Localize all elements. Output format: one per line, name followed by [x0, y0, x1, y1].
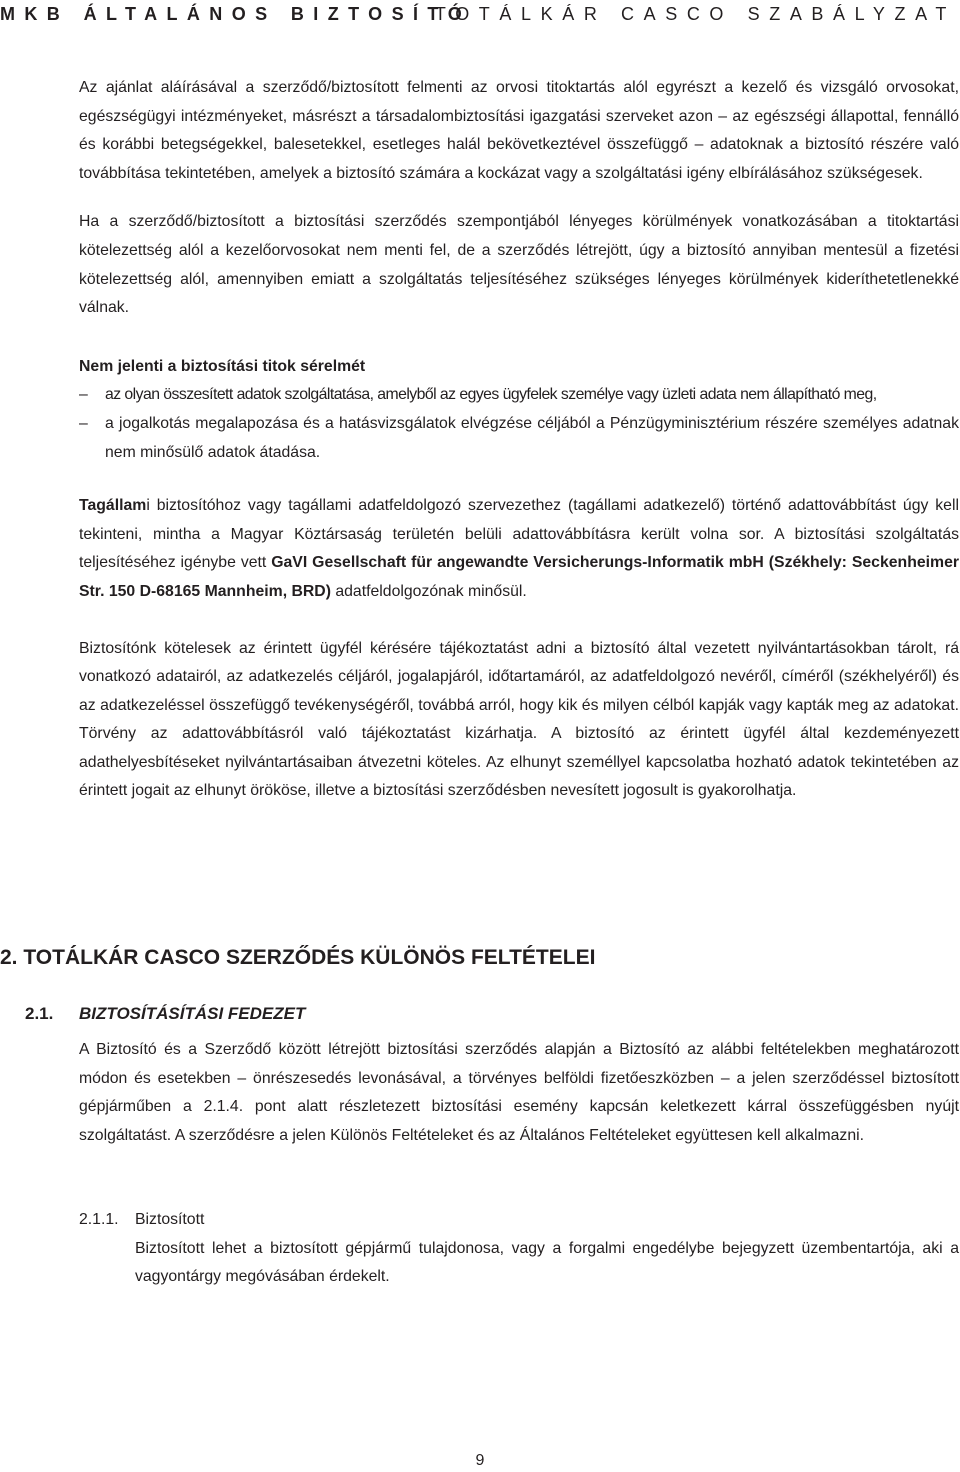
not-secret-heading: Nem jelenti a biztosítási titok sérelmét: [79, 357, 366, 375]
main-content: [79, 74, 959, 806]
member-state-term: Tagállam: [79, 497, 147, 515]
paragraph-client-information: Biztosítónk kötelesek az érintett ügyfél kérésére tájékoztatást adni a biztosító által vezetett nyilvántartásokban tárolt, rá vonatkozó adatairól, az adatkezelés céljáról, jogalapjáról, időtartamáról, az adatfeldolgozó nevéről, címéről (székhelyéről) és az adatkezeléssel összefüggő tevékenységéről, továbbá arról, hogy kik és milyen célból kapják vagy kapták meg az adatokat. Törvény az adattovábbításról való tájékoztatást kizárhatja. A biztosító az érintett ügyfél által kezdeményezett adathelyesbítéseket nyilvántartásaiban átvezetni köteles. Az elhunyt személlyel kapcsolatba hozható adatok tekintetében az érintett jogait az elhunyt örököse, illetve a biztosítási szerződésben nevesített jogosult is gyakorolhatja.: [79, 639, 959, 800]
list-item: – a jogalkotás megalapozása és a hatásvizsgálatok elvégzése céljából a Pénzügyminisztérium részére személyes adatnak nem minősülő adatok átadása.: [79, 414, 959, 461]
header-publisher: MKB ÁLTALÁNOS BIZTOSÍTÓ: [0, 3, 472, 24]
processor-company: GaVI Gesellschaft für angewandte Versicherungs-Informatik mbH (Székhely: Seckenheimer Str. 150 D-68165 Mannheim, BRD): [79, 554, 959, 600]
section-title: 2. TOTÁLKÁR CASCO SZERZŐDÉS KÜLÖNÖS FELTÉTELEI: [0, 946, 596, 969]
paragraph-medical-confidentiality: Az ajánlat aláírásával a szerződő/biztosított felmenti az orvosi titoktartás alól egyrészt a kezelő és vizsgáló orvosokat, egészségügyi intézményeket, másrészt a társadalombiztosítási igazgatási szerveket azon – az egészségi állapottal, fennálló és korábbi betegségekkel, balesetekkel, esetleges halál bekövetkeztével összefüggő – adatoknak a biztosító részére való továbbítása tekintetében, amelyek a biztosító számára a kockázat vagy a szolgáltatási igény elbírálásához szükségesek.: [79, 79, 959, 182]
item-insured: [79, 1206, 959, 1286]
not-secret-list: [79, 381, 959, 467]
paragraph-coverage: A Biztosító és a Szerződő között létrejött biztosítási szerződés alapján a Biztosító az alábbi feltételekben meghatározott módon és esetekben – önrészesedés levonásával, a törvényes belföldi fizetőeszközben – a jelen szerződéssel biztosított gépjárműben a 2.1.4. pont alatt részletezett biztosítási esemény kapcsán keletkezett kárral összefüggésben nyújt szolgáltatást. A szerződésre a jelen Különös Feltételeket és az Általános Feltételeket együttesen kell alkalmazni.: [79, 1041, 959, 1144]
subsection-title: [25, 1004, 305, 1024]
item-number: 2.1.1.: [79, 1211, 119, 1228]
subsection-heading: BIZTOSÍTÁSÍTÁSI FEDEZET: [79, 1004, 306, 1023]
running-header: [0, 0, 960, 28]
item-body: Biztosított lehet a biztosított gépjármű tulajdonosa, vagy a forgalmi engedélybe bejegyzett üzembentartója, aki a vagyontárgy megóvásában érdekelt.: [135, 1239, 959, 1286]
paragraph-member-state: Tagállami biztosítóhoz vagy tagállami adatfeldolgozó szervezethez (tagállami adatkezelő) történő adattovábbítást úgy kell tekinteni, mintha a Magyar Köztársaság területén belüli adattovábbításra került volna sor. A biztosítási szolgáltatás teljesítéséhez igénybe vett GaVI Gesellschaft für angewandte Versicherungs-Informatik mbH (Székhely: Seckenheimer Str. 150 D-68165 Mannheim, BRD) adatfeldolgozónak minősül.: [79, 497, 959, 600]
paragraph-confidentiality-consequence: Ha a szerződő/biztosított a biztosítási szerződés szempontjából lényeges körülmények vonatkozásában a titoktartási kötelezettség alól a kezelőorvosokat nem menti fel, de a szerződés létrejött, úgy a biztosító annyiban mentesül a fizetési kötelezettség alól, amennyiben emiatt a szolgáltatás teljesítéséhez szükséges lényeges körülmények kideríthetetlenekké válnak.: [79, 213, 959, 317]
header-document-title: TOTÁLKÁR CASCO SZABÁLYZAT: [434, 3, 956, 24]
list-item: – az olyan összesített adatok szolgáltatása, amelyből az egyes ügyfelek személye vagy üzleti adata nem állapítható meg,: [79, 386, 877, 404]
item-title: Biztosított: [135, 1211, 205, 1228]
subsection-number: 2.1.: [25, 1004, 54, 1023]
subsection-body: [79, 1036, 959, 1150]
page-number: 9: [475, 1452, 485, 1469]
